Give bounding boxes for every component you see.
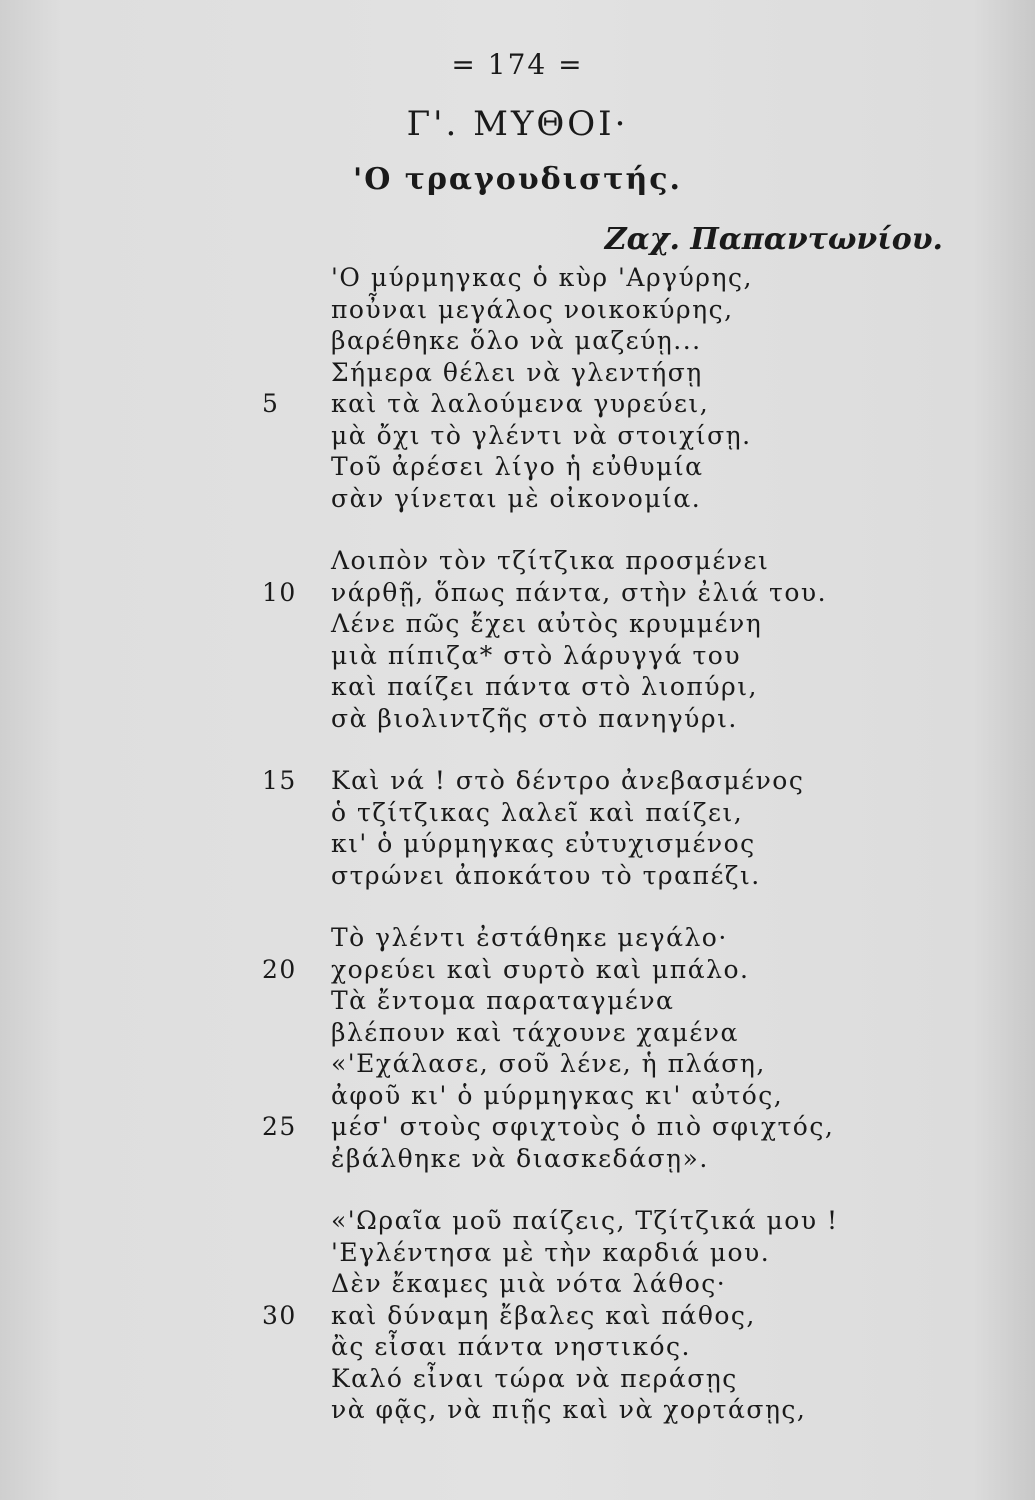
line-text: Σήμερα θέλει νὰ γλεντήσῃ <box>331 357 703 387</box>
poem-line <box>0 1080 1035 1112</box>
line-text: 'Ο μύρμηγκας ὁ κὺρ 'Αργύρης, <box>331 263 753 292</box>
line-text: σὰν γίνεται μὲ οἰκονομία. <box>331 483 702 513</box>
line-text: καὶ τὰ λαλούμενα γυρεύει, <box>331 389 710 418</box>
author: Ζαχ. Παπαντωνίου. <box>604 222 943 257</box>
poem-body <box>0 262 1035 1457</box>
line-text: Λένε πῶς ἔχει αὐτὸς κρυμμένη <box>331 609 763 638</box>
poem-line <box>0 797 1035 829</box>
line-number: 15 <box>262 766 297 795</box>
line-text: χορεύει καὶ συρτὸ καὶ μπάλο. <box>331 954 750 984</box>
line-number: 25 <box>262 1112 297 1141</box>
poem-line <box>0 325 1035 357</box>
poem-line <box>0 671 1035 703</box>
line-text: μὰ ὄχι τὸ γλέντι νὰ στοιχίσῃ. <box>331 420 752 450</box>
stanza <box>0 922 1035 1174</box>
line-text: ποὖναι μεγάλος νοικοκύρης, <box>331 294 734 324</box>
line-text: στρώνει ἀποκάτου τὸ τραπέζι. <box>331 860 761 890</box>
poem-line <box>0 1268 1035 1300</box>
line-number: 5 <box>262 389 280 418</box>
line-number: 10 <box>262 577 297 607</box>
line-text: κι' ὁ μύρμηγκας εὐτυχισμένος <box>331 829 756 858</box>
line-text: νάρθῇ, ὅπως πάντα, στὴν ἐλιά του. <box>331 577 828 607</box>
line-text: Καλό εἶναι τώρα νὰ περάσῃς <box>331 1363 738 1393</box>
stanza <box>0 765 1035 891</box>
line-text: μέσ' στοὺς σφιχτοὺς ὁ πιὸ σφιχτός, <box>331 1112 835 1141</box>
line-text: Καὶ νά ! στὸ δέντρο ἀνεβασμένος <box>331 766 805 795</box>
line-text: Τὸ γλέντι ἐστάθηκε μεγάλο· <box>331 923 728 952</box>
poem-line <box>0 357 1035 389</box>
stanza <box>0 262 1035 514</box>
line-text: ἂς εἶσαι πάντα νηστικός. <box>331 1332 691 1361</box>
poem-title: 'Ο τραγουδιστής. <box>353 162 682 197</box>
poem-line <box>0 1237 1035 1269</box>
line-text: Τοῦ ἀρέσει λίγο ἡ εὐθυμία <box>331 452 704 481</box>
stanza <box>0 545 1035 734</box>
poem-line <box>0 451 1035 483</box>
line-text: «'Ωραῖα μοῦ παίζεις, Τζίτζικά μου ! <box>331 1206 839 1235</box>
poem-line <box>0 294 1035 326</box>
poem-line <box>0 262 1035 294</box>
poem-line <box>0 640 1035 672</box>
poem-line <box>0 1048 1035 1080</box>
line-text: ἀφοῦ κι' ὁ μύρμηγκας κι' αὐτός, <box>331 1080 784 1110</box>
line-text: βλέπουν καὶ τάχουνε χαμένα <box>331 1017 739 1047</box>
line-text: ὁ τζίτζικας λαλεῖ καὶ παίζει, <box>331 797 744 827</box>
poem-line <box>0 1111 1035 1143</box>
poem-line <box>0 922 1035 954</box>
poem-line <box>0 1363 1035 1395</box>
line-text: Δὲν ἔκαμες μιὰ νότα λάθος· <box>331 1269 727 1298</box>
poem-line <box>0 577 1035 609</box>
poem-line <box>0 1300 1035 1332</box>
line-text: 'Εγλέντησα μὲ τὴν καρδιά μου. <box>331 1237 771 1267</box>
line-number: 20 <box>262 954 297 984</box>
poem-line <box>0 1331 1035 1363</box>
line-text: σὰ βιολιντζῆς στὸ πανηγύρι. <box>331 703 738 733</box>
line-text: μιὰ πίπιζα* στὸ λάρυγγά του <box>331 640 742 670</box>
line-text: νὰ φᾷς, νὰ πιῇς καὶ νὰ χορτάσῃς, <box>331 1395 807 1424</box>
poem-line <box>0 545 1035 577</box>
poem-line <box>0 1017 1035 1049</box>
poem-line <box>0 1143 1035 1175</box>
poem-line <box>0 1394 1035 1426</box>
poem-line <box>0 828 1035 860</box>
poem-line <box>0 608 1035 640</box>
poem-line <box>0 765 1035 797</box>
line-text: καὶ δύναμη ἔβαλες καὶ πάθος, <box>331 1300 756 1330</box>
line-text: Τὰ ἔντομα παραταγμένα <box>331 986 675 1015</box>
poem-line <box>0 1205 1035 1237</box>
poem-line <box>0 954 1035 986</box>
poem-line <box>0 483 1035 515</box>
page-number: = 174 = <box>451 48 584 81</box>
stanza <box>0 1205 1035 1426</box>
line-text: Λοιπὸν τὸν τζίτζικα προσμένει <box>331 546 770 575</box>
poem-line <box>0 860 1035 892</box>
line-text: «'Εχάλασε, σοῦ λένε, ἡ πλάση, <box>331 1049 766 1078</box>
poem-line <box>0 985 1035 1017</box>
poem-line <box>0 420 1035 452</box>
line-text: καὶ παίζει πάντα στὸ λιοπύρι, <box>331 672 758 701</box>
line-text: ἐβάλθηκε νὰ διασκεδάσῃ». <box>331 1143 709 1173</box>
poem-line <box>0 703 1035 735</box>
poem-line <box>0 388 1035 420</box>
line-text: βαρέθηκε ὅλο νὰ μαζεύῃ... <box>331 326 702 355</box>
section-title: Γ'. ΜΥΘΟΙ· <box>406 104 629 144</box>
line-number: 30 <box>262 1300 297 1330</box>
